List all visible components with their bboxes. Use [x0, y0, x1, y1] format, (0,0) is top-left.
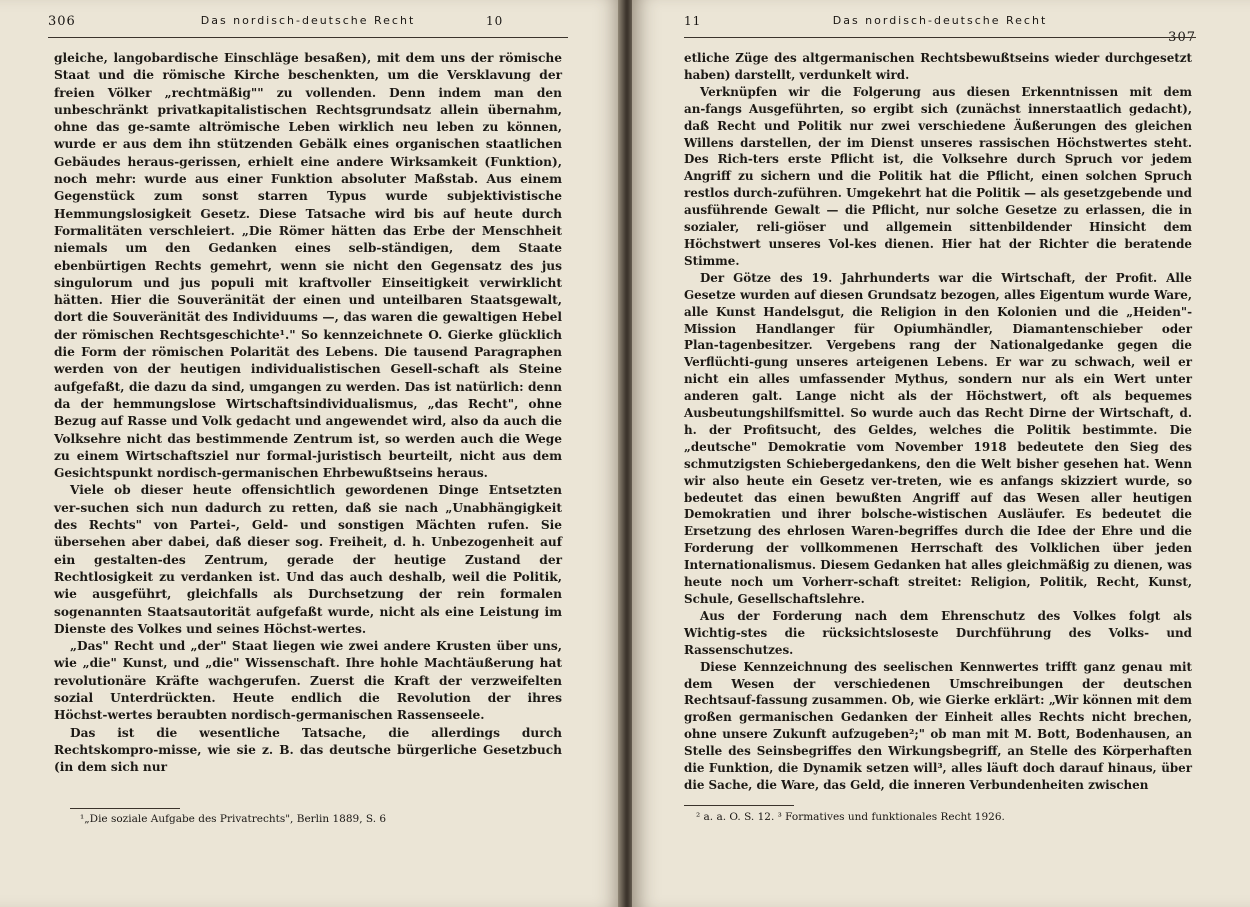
paragraph: Diese Kennzeichnung des seelischen Kennwertes trifft ganz genau mit dem Wesen der verschiedenen Umschreibungen der deutschen Rechtsauf‑fassung zusammen. Ob, wie Gierke erklärt: „Wir können mit dem großen germanischen Gedanken der Einheit alles Rechts nicht brechen, ohne unsere Zukunft aufzugeben²;" ob man mit M. Bott, Bodenhausen, an Stelle des Seinsbegriffes den Wirkungsbegriff, an Stelle des Körperhaften die Funktion, die Dynamik setzen will³, alles läuft doch darauf hinaus, über die Sache, die Ware, das Geld, die inneren Verbundenheiten zwischen: [684, 659, 1192, 792]
left-footnote: ¹„Die soziale Aufgabe des Privatrechts", Berlin 1889, S. 6: [80, 813, 387, 825]
left-signature-mark: 10: [486, 14, 504, 28]
right-running-header: [684, 14, 1196, 45]
left-page: [0, 0, 622, 907]
left-footnote-rule: [70, 808, 180, 809]
paragraph: gleiche, langobardische Einschläge besaßen), mit dem uns der römische Staat und die römische Kirche beschenkten, um die Versklavung der freien Völker „rechtmäßig"" zu vollenden. Denn indem man den unbeschränkt privatkapitalistischen Rechtsgrundsatz allein übernahm, ohne das ge‑samte altrömische Leben wirklich neu leben zu können, wurde er aus dem ihn stützenden Gebälk eines organischen staatlichen Gebäudes heraus‑gerissen, erhielt eine andere Wirksamkeit (Funktion), noch mehr: wurde aus einer Funktion absoluter Maßstab. Aus einem Gegenstück zum sonst starren Typus wurde subjektivistische Hemmungslosigkeit Gesetz. Diese Tatsache wird bis auf heute durch Formalitäten verschleiert. „Die Römer hätten das Erbe der Menschheit niemals um den Gedanken eines selb‑ständigen, dem Staate ebenbürtigen Rechts gemehrt, wenn sie nicht den Gegensatz des jus singulorum und jus populi mit kraftvoller Einseitigkeit verwirklicht hätten. Hier die Souveränität der einen und unteilbaren Staatsgewalt, dort die Souveränität des Individuums —, das waren die gewaltigen Hebel der römischen Rechtsgeschichte¹." So kennzeichnete O. Gierke glücklich die Form der römischen Polarität des Lebens. Die tausend Paragraphen werden von der heutigen individualistischen Gesell‑schaft als Steine aufgefaßt, die dazu da sind, umgangen zu werden. Das ist natürlich: denn da der hemmungslose Wirtschaftsindividualismus, „das Recht", ohne Bezug auf Rasse und Volk gedacht und angewendet wird, also da auch die Volksehre nicht das bestimmende Zentrum ist, so werden auch die Wege zu einem Wirtschaftsziel nur formal-juristisch beurteilt, nicht aus dem Gesichtspunkt nordisch-germanischen Ehrbewußtseins heraus.: [54, 51, 562, 481]
paragraph: Der Götze des 19. Jahrhunderts war die Wirtschaft, der Profit. Alle Gesetze wurden auf diesen Grundsatz bezogen, alles Eigentum wurde Ware, alle Kunst Handelsgut, die Religion in den Kolonien und die „Heiden"-Mission Handlanger für Opiumhändler, Diamantenschieber oder Plan‑tagenbesitzer. Vergebens rang der Nationalgedanke gegen die Verflüchti‑gung unseres arteigenen Lebens. Er war zu schwach, weil er nicht ein alles umfassender Mythus, sondern nur als ein Wert unter anderen galt. Lange nicht als der Höchstwert, oft als bequemes Ausbeutungshilfsmittel. So wurde auch das Recht Dirne der Wirtschaft, d. h. der Profitsucht, des Geldes, welches die Politik bestimmte. Die „deutsche" Demokratie vom November 1918 bedeutete den Sieg des schmutzigsten Schiebergedankens, den die Welt bisher gesehen hat. Wenn wir also heute ein Gesetz ver‑treten, wie es anfangs skizziert wurde, so bedeutet das einen bewußten Angriff auf das Wesen aller heutigen Demokratien und ihrer bolsche‑wistischen Ausläufer. Es bedeutet die Ersetzung des ehrlosen Waren‑begriffes durch die Idee der Ehre und die Forderung der vollkommenen Herrschaft des Volklichen über jeden Internationalismus. Diesem Gedanken hat alles gleichmäßig zu dienen, was heute noch um Vorherr‑schaft streitet: Religion, Politik, Recht, Kunst, Schule, Gesellschaftslehre.: [684, 270, 1192, 606]
right-footnote-rule: [684, 805, 794, 806]
left-body-text: [54, 50, 562, 776]
right-page: [632, 0, 1250, 907]
left-running-title: Das nordisch-deutsche Recht: [200, 14, 416, 27]
right-body-text: [684, 50, 1192, 794]
paragraph: „Das" Recht und „der" Staat liegen wie zwei andere Krusten über uns, wie „die" Kunst, und „die" Wissenschaft. Ihre hohle Machtäußerung hat revolutionäre Kräfte wachgerufen. Zuerst die Kraft der verzweifelten sozial Unterdrückten. Heute endlich die Revolution der ihres Höchst‑wertes beraubten nordisch-germanischen Rassenseele.: [54, 639, 562, 723]
left-running-header: [48, 14, 568, 36]
paragraph: Viele ob dieser heute offensichtlich gewordenen Dinge Entsetzten ver‑suchen sich nun dadurch zu retten, daß sie nach „Unabhängigkeit des Rechts" von Partei-, Geld- und sonstigen Mächten rufen. Sie übersehen aber dabei, daß dieser sog. Freiheit, d. h. Unbezogenheit auf ein gestalten‑des Zentrum, gerade der heutige Zustand der Rechtlosigkeit zu verdanken ist. Und das auch deshalb, weil die Politik, wie ausgeführt, gleichfalls als Durchsetzung der rein formalen sogenannten Staatsautorität aufgefaßt wurde, nicht als eine Leistung im Dienste des Volkes und seines Höchst‑wertes.: [54, 483, 562, 636]
right-page-number: 307: [1168, 30, 1196, 45]
right-header-rule: [684, 37, 1196, 38]
paragraph: Aus der Forderung nach dem Ehrenschutz des Volkes folgt als Wichtig‑stes die rücksichtsloseste Durchführung des Volks- und Rassenschutzes.: [684, 608, 1192, 657]
left-page-number: 306: [48, 14, 76, 29]
right-footnote: ² a. a. O. S. 12. ³ Formatives und funktionales Recht 1926.: [696, 811, 1005, 823]
right-running-title: Das nordisch-deutsche Recht: [832, 14, 1048, 27]
paragraph: Verknüpfen wir die Folgerung aus diesen Erkenntnissen mit dem an‑fangs Ausgeführten, so ergibt sich (zunächst innerstaatlich gedacht), daß Recht und Politik nur zwei verschiedene Äußerungen des gleichen Willens darstellen, der im Dienst unseres rassischen Höchstwertes steht. Des Rich‑ters erste Pflicht ist, die Volksehre durch Spruch vor jedem Angriff zu sichern und die Politik hat die Pflicht, einen solchen Spruch restlos durch‑zuführen. Umgekehrt hat die Politik — als gesetzgebende und ausführende Gewalt — die Pflicht, nur solche Gesetze zu erlassen, die in sozialer, reli‑giöser und allgemein sittenbildender Hinsicht dem Höchstwert unseres Vol‑kes dienen. Hier hat der Richter die beratende Stimme.: [684, 84, 1192, 268]
right-signature-mark: 11: [684, 14, 702, 28]
paragraph: Das ist die wesentliche Tatsache, die allerdings durch Rechtskompro‑misse, wie sie z. B. das deutsche bürgerliche Gesetzbuch (in dem sich nur: [54, 725, 562, 775]
left-header-rule: [48, 37, 568, 38]
paragraph: etliche Züge des altgermanischen Rechtsbewußtseins wieder durchgesetzt haben) darstellt, verdunkelt wird.: [684, 51, 1192, 82]
